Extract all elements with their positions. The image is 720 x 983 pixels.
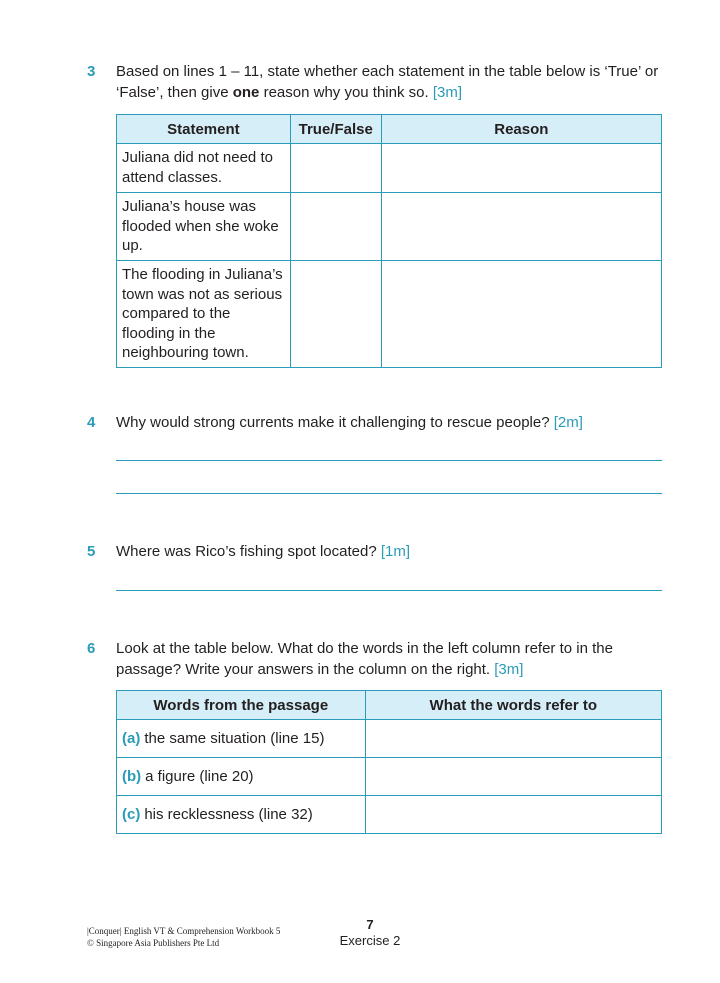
column-header: True/False xyxy=(290,115,381,144)
table-header-row xyxy=(117,115,662,144)
statement-cell: Juliana did not need to attend classes. xyxy=(117,144,291,193)
answer-cell[interactable] xyxy=(365,758,661,796)
marks-label: [3m] xyxy=(494,661,524,678)
table-row xyxy=(117,720,662,758)
true-false-answer-cell[interactable] xyxy=(290,261,381,368)
answer-cell[interactable] xyxy=(365,720,661,758)
exercise-label: Exercise 2 xyxy=(339,933,401,948)
answer-cell[interactable] xyxy=(365,796,661,834)
item-words: his recklessness (line 32) xyxy=(144,806,313,823)
words-cell xyxy=(117,758,366,796)
answer-line[interactable] xyxy=(116,460,662,461)
reason-answer-cell[interactable] xyxy=(381,261,661,368)
statement-cell: Juliana’s house was flooded when she woke up. xyxy=(117,193,291,261)
words-cell xyxy=(117,796,366,834)
question-text-part: Why would strong currents make it challenging to rescue people? xyxy=(116,414,550,431)
true-false-answer-cell[interactable] xyxy=(290,193,381,261)
column-header: What the words refer to xyxy=(365,691,661,720)
question-text xyxy=(116,541,666,562)
item-letter: (b) xyxy=(122,768,142,785)
question-text xyxy=(116,412,666,433)
question-number: 4 xyxy=(87,414,96,431)
statement-cell: The flooding in Juliana’s town was not as serious compared to the flooding in the neighbouring town. xyxy=(117,261,291,368)
column-header: Statement xyxy=(117,115,291,144)
table-header-row xyxy=(117,691,662,720)
column-header: Reason xyxy=(381,115,661,144)
marks-label: [2m] xyxy=(553,414,583,431)
item-words: the same situation (line 15) xyxy=(144,730,325,747)
question-text-part: reason why you think so. xyxy=(259,84,429,101)
marks-label: [1m] xyxy=(380,543,411,560)
footer-book-title: |Conquer| English VT & Comprehension Workbook 5 xyxy=(87,926,281,936)
reason-answer-cell[interactable] xyxy=(381,144,661,193)
marks-label: [3m] xyxy=(432,84,463,101)
true-false-table xyxy=(116,114,662,368)
question-text-part: Based on lines 1 – 11, state whether each statement in the table below is ‘True’ or ‘False’, then give xyxy=(116,63,659,101)
table-row xyxy=(117,193,662,261)
table-row xyxy=(117,261,662,368)
page-number: 7 xyxy=(366,917,374,932)
footer-publisher-info xyxy=(87,925,280,949)
question-text-part: Where was Rico’s fishing spot located? xyxy=(116,543,377,560)
word-reference-table xyxy=(116,690,662,834)
words-cell xyxy=(117,720,366,758)
table-row xyxy=(117,758,662,796)
true-false-answer-cell[interactable] xyxy=(290,144,381,193)
table-row xyxy=(117,796,662,834)
answer-line[interactable] xyxy=(116,590,662,591)
answer-line[interactable] xyxy=(116,493,662,494)
question-number: 3 xyxy=(87,63,96,80)
reason-answer-cell[interactable] xyxy=(381,193,661,261)
table-row xyxy=(117,144,662,193)
question-text-emphasis: one xyxy=(232,84,260,101)
footer-copyright: © Singapore Asia Publishers Pte Ltd xyxy=(87,938,220,948)
question-number: 5 xyxy=(87,543,96,560)
item-letter: (a) xyxy=(122,730,141,747)
question-number: 6 xyxy=(87,640,96,657)
item-words: a figure (line 20) xyxy=(145,768,254,785)
footer-page-info xyxy=(320,917,420,949)
question-text-part: Look at the table below. What do the words in the left column refer to in the passage? Write your answers in the column on the right. xyxy=(116,640,613,678)
item-letter: (c) xyxy=(122,806,141,823)
question-text xyxy=(116,638,666,680)
column-header: Words from the passage xyxy=(117,691,366,720)
question-text xyxy=(116,61,666,103)
